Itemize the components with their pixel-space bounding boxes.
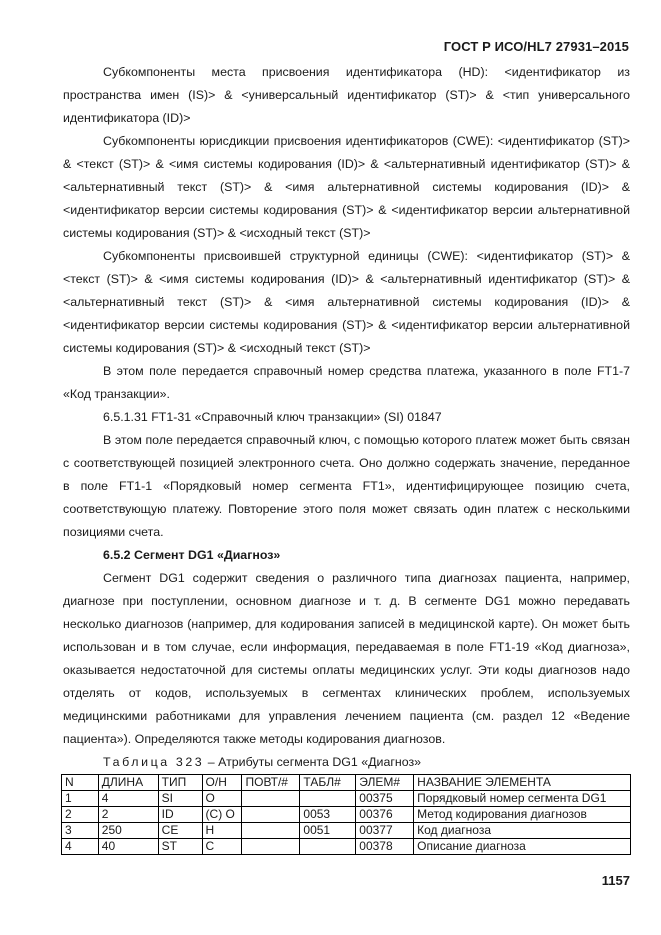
table-cell: 00376 bbox=[356, 807, 414, 823]
paragraph-unit-subcomponents: Субкомпоненты присвоившей структурной единицы (CWE): <идентификатор (ST)> & <текст (ST)> & <имя системы кодирования (ID)> & <альтернативный идентификатор (ST)> & <альтернативный текст (ST)> & <имя альтернативной системы кодирования (ID)> & <идентификатор версии системы кодирования (ST)> & <идентификатор версии альтернативной системы кодирования (ST)> & <исходный текст (ST)> bbox=[63, 249, 630, 355]
table-cell: 4 bbox=[62, 839, 99, 855]
table-row bbox=[62, 807, 631, 823]
paragraph-hd-subcomponents: Субкомпоненты места присвоения идентификатора (HD): <идентификатор из пространства имен (IS)> & <универсальный идентификатор (ST)> & <тип универсального идентификатора (ID)> bbox=[63, 65, 630, 125]
table-row bbox=[62, 823, 631, 839]
table-cell: 4 bbox=[98, 791, 158, 807]
table-cell: ST bbox=[158, 839, 202, 855]
header-cell: ЭЛЕМ# bbox=[356, 775, 414, 791]
table-cell: 0053 bbox=[300, 807, 356, 823]
header-cell: N bbox=[62, 775, 99, 791]
table-cell: Н bbox=[202, 823, 242, 839]
table-cell: 00377 bbox=[356, 823, 414, 839]
table-cell bbox=[300, 791, 356, 807]
table-cell bbox=[242, 823, 300, 839]
paragraph-reference-key: В этом поле передается справочный ключ, с помощью которого платеж может быть связан с соответствующей позицией электронного счета. Оно должно содержать значение, переданное в поле FT1-1 «Порядковый номер сегмента FT1», идентифицирующее позицию счета, соответствующую платежу. Повторение этого поля может связать один платеж с несколькими позициями счета. bbox=[63, 433, 630, 539]
paragraph-dg1-description: Сегмент DG1 содержит сведения о различного типа диагнозах пациента, например, диагнозе при поступлении, основном диагнозе и т. д. В сегменте DG1 можно передавать несколько диагнозов (например, для кодирования записей в медицинской карте). Он может быть использован и в том случае, если информация, передаваемая в поле FT1-19 «Код диагноза», оказывается недостаточной для системы оплаты медицинских услуг. Эти коды диагнозов надо отделять от кодов, используемых в сегментах клинических проблем, используемых медицинскими работниками для управления лечением пациента (см. раздел 12 «Ведение пациента»). Определяются также методы кодирования диагнозов. bbox=[63, 571, 630, 746]
table-row bbox=[62, 791, 631, 807]
section-title-ft1-31: 6.5.1.31 FT1-31 «Справочный ключ транзакции» (SI) 01847 bbox=[103, 410, 442, 424]
section-heading-dg1: 6.5.2 Сегмент DG1 «Диагноз» bbox=[103, 548, 281, 562]
table-cell: 2 bbox=[98, 807, 158, 823]
table-cell bbox=[300, 839, 356, 855]
document-standard-header: ГОСТ Р ИСО/HL7 27931–2015 bbox=[443, 39, 629, 54]
header-cell: О/Н bbox=[202, 775, 242, 791]
page-number: 1157 bbox=[601, 873, 630, 888]
table-cell: Метод кодирования диагнозов bbox=[414, 807, 631, 823]
paragraph-jurisdiction-subcomponents: Субкомпоненты юрисдикции присвоения идентификаторов (CWE): <идентификатор (ST)> & <текст (ST)> & <имя системы кодирования (ID)> & <альтернативный идентификатор (ST)> & <альтернативный текст (ST)> & <имя альтернативной системы кодирования (ID)> & <идентификатор версии системы кодирования (ST)> & <идентификатор версии альтернативной системы кодирования (ST)> & <исходный текст (ST)> bbox=[63, 134, 630, 240]
table-cell: 00378 bbox=[356, 839, 414, 855]
table-cell bbox=[242, 807, 300, 823]
table-cell bbox=[242, 791, 300, 807]
table-cell: SI bbox=[158, 791, 202, 807]
table-row bbox=[62, 839, 631, 855]
table-cell: Описание диагноза bbox=[414, 839, 631, 855]
table-cell: 00375 bbox=[356, 791, 414, 807]
table-cell: 2 bbox=[62, 807, 99, 823]
table-cell: 0051 bbox=[300, 823, 356, 839]
paragraph-payment-reference: В этом поле передается справочный номер средства платежа, указанного в поле FT1-7 «Код транзакции». bbox=[63, 364, 630, 401]
table-cell: (С) О bbox=[202, 807, 242, 823]
table-cell: ID bbox=[158, 807, 202, 823]
table-caption bbox=[63, 751, 630, 774]
table-cell: 3 bbox=[62, 823, 99, 839]
header-cell: ПОВТ/# bbox=[242, 775, 300, 791]
table-cell: 250 bbox=[98, 823, 158, 839]
table-cell: 1 bbox=[62, 791, 99, 807]
table-caption-title: – Атрибуты сегмента DG1 «Диагноз» bbox=[204, 755, 422, 769]
header-cell: ТАБЛ# bbox=[300, 775, 356, 791]
table-cell: О bbox=[202, 791, 242, 807]
header-cell: ТИП bbox=[158, 775, 202, 791]
header-cell: НАЗВАНИЕ ЭЛЕМЕНТА bbox=[414, 775, 631, 791]
table-cell: 40 bbox=[98, 839, 158, 855]
table-header-row bbox=[62, 775, 631, 791]
table-cell: Код диагноза bbox=[414, 823, 631, 839]
dg1-attributes-table bbox=[61, 774, 631, 855]
body-text bbox=[63, 61, 630, 774]
table-cell: С bbox=[202, 839, 242, 855]
table-caption-label: Таблица 323 bbox=[103, 755, 205, 769]
table-cell: CE bbox=[158, 823, 202, 839]
table-cell bbox=[242, 839, 300, 855]
header-cell: ДЛИНА bbox=[98, 775, 158, 791]
table-cell: Порядковый номер сегмента DG1 bbox=[414, 791, 631, 807]
